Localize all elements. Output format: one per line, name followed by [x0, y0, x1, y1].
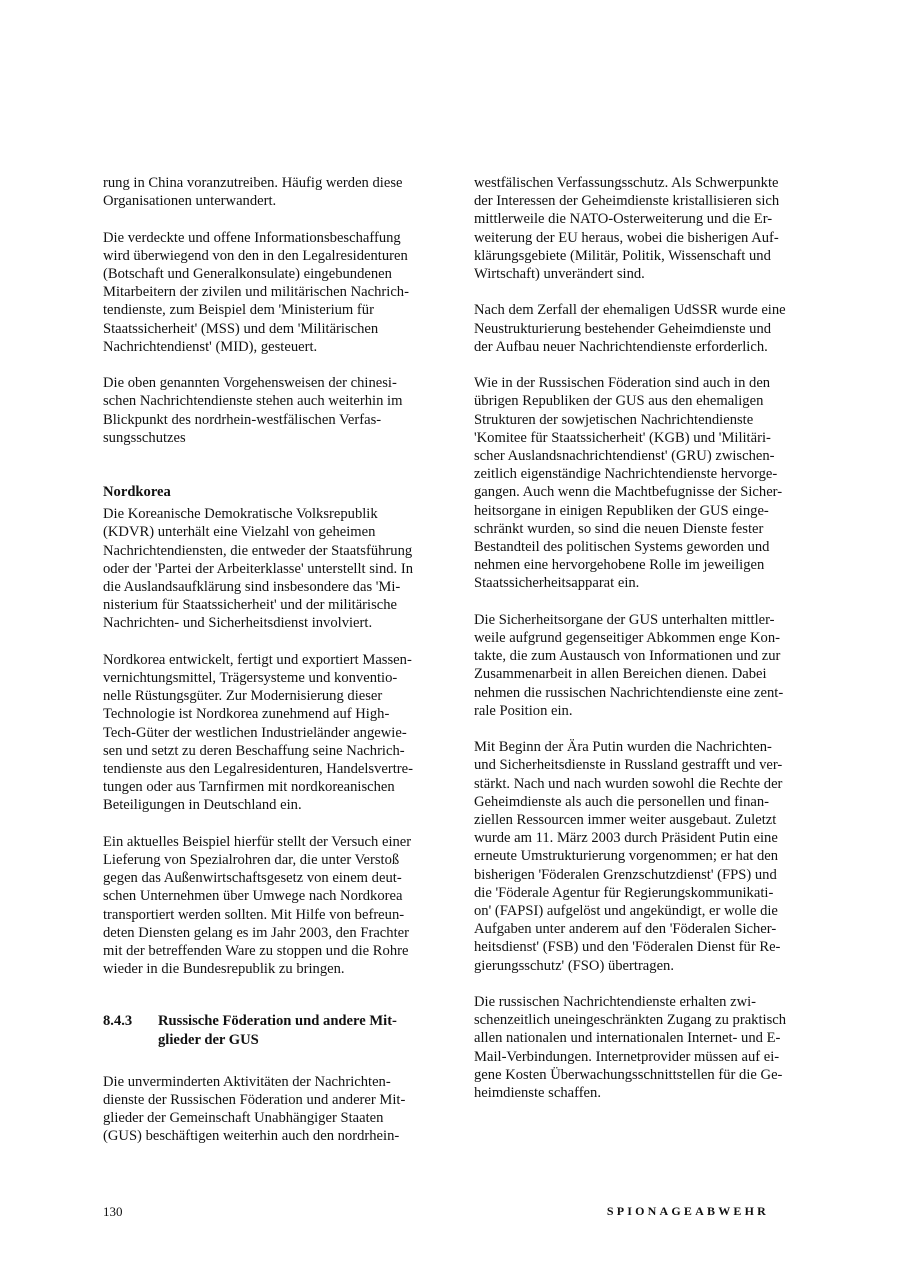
paragraph: [474, 993, 802, 1102]
left-column: [103, 174, 431, 1164]
text-line: nehmen die russischen Nachrichtendienste eine zent-: [474, 684, 784, 701]
text-line: Mitarbeitern der zivilen und militärischen Nachrich-: [103, 284, 409, 301]
text-line: nisterium für Staatssicherheit' und der militärische: [103, 597, 398, 614]
page-number: 130: [103, 1204, 123, 1219]
text-line: gierungsschutz' (FSO) übertragen.: [474, 957, 675, 974]
text-line: (GUS) beschäftigen weiterhin auch den nordrhein-: [103, 1128, 400, 1145]
text-line: bisherigen 'Föderalen Grenzschutzdienst' (FPS) und: [474, 866, 777, 883]
text-line: heitsorgane in einigen Republiken der GUS einge-: [474, 502, 769, 519]
text-line: ziellen Ressourcen immer weiter ausgebaut. Zuletzt: [474, 812, 777, 829]
text-line: Die oben genannten Vorgehensweisen der chinesi-: [103, 375, 397, 392]
text-line: schenzeitlich uneingeschränkten Zugang zu praktisch: [474, 1012, 787, 1029]
text-line: (Botschaft und Generalkonsulate) eingebundenen: [103, 266, 392, 282]
text-line: rung in China voranzutreiben. Häufig werden diese: [103, 175, 403, 191]
text-line: schränkt wurden, so sind die neuen Dienste fester: [474, 520, 764, 537]
text-line: nehmen eine hervorgehobene Rolle im jeweiligen: [474, 557, 765, 574]
text-line: Staatssicherheitsapparat ein.: [474, 575, 640, 592]
text-line: scher Auslandsnachrichtendienst' (GRU) zwischen-: [474, 448, 775, 465]
text-line: transportiert werden sollten. Mit Hilfe von befreun-: [103, 906, 405, 923]
text-line: stärkt. Nach und nach wurden sowohl die Rechte der: [474, 775, 783, 792]
text-line: rale Position ein.: [474, 702, 573, 719]
text-line: übrigen Republiken der GUS aus den ehemaligen: [474, 393, 764, 410]
paragraph: [103, 833, 431, 979]
paragraph: [103, 374, 431, 447]
text-line: Die verdeckte und offene Informationsbeschaffung: [103, 229, 401, 246]
paragraph: [103, 1073, 431, 1146]
text-line: Beteiligungen in Deutschland ein.: [103, 797, 302, 814]
text-line: weiterung der EU heraus, wobei die bisherigen Auf-: [474, 229, 779, 246]
text-line: die 'Föderale Agentur für Regierungskommunikati-: [474, 884, 774, 901]
paragraph: [474, 374, 802, 592]
text-line: wird überwiegend von den in den Legalresidenturen: [103, 247, 408, 264]
text-line: glieder der GUS: [158, 1031, 259, 1048]
text-line: Aufgaben unter anderem auf den 'Föderalen Sicher-: [474, 921, 777, 938]
text-line: Die unverminderten Aktivitäten der Nachrichten-: [103, 1073, 391, 1090]
text-line: gangen. Auch wenn die Machtbefugnisse der Sicher-: [474, 484, 783, 501]
text-line: Die Sicherheitsorgane der GUS unterhalten mittler-: [474, 611, 775, 628]
section-number: 8.4.3: [103, 1013, 133, 1030]
text-line: tendienste, zum Beispiel dem 'Ministerium für: [103, 302, 374, 319]
paragraph: [474, 174, 802, 283]
paragraph: [103, 229, 431, 356]
text-line: erneute Umstrukturierung vorgenommen; er hat den: [474, 848, 779, 865]
text-line: Lieferung von Spezialrohren dar, die unter Verstoß: [103, 852, 400, 869]
text-line: (KDVR) unterhält eine Vielzahl von geheimen: [103, 524, 376, 541]
text-line: Nachrichtendienst' (MID), gesteuert.: [103, 338, 318, 355]
text-line: Nachrichtendiensten, die entweder der Staatsführung: [103, 542, 413, 559]
text-line: Wie in der Russischen Föderation sind auch in den: [474, 375, 771, 392]
text-line: tendienste aus den Legalresidenturen, Handelsvertre-: [103, 761, 413, 778]
text-line: on' (FAPSI) aufgelöst und angekündigt, er wolle die: [474, 903, 778, 920]
text-line: mittlerweile die NATO-Osterweiterung und die Er-: [474, 211, 773, 228]
text-line: Staatssicherheit' (MSS) und dem 'Militärischen: [103, 320, 379, 337]
paragraph: [103, 651, 431, 815]
text-line: dienste der Russischen Föderation und anderer Mit-: [103, 1092, 406, 1109]
text-line: 'Komitee für Staatssicherheit' (KGB) und 'Militäri-: [474, 429, 771, 446]
text-line: sen und setzt zu deren Beschaffung seine Nachrich-: [103, 742, 405, 759]
text-line: gene Kosten Überwachungsschnittstellen für die Ge-: [474, 1066, 783, 1083]
section-title: [158, 1012, 397, 1048]
text-line: zeitlich eigenständige Nachrichtendienste hervorge-: [474, 466, 778, 483]
text-line: und Sicherheitsdienste in Russland gestrafft und ver-: [474, 757, 783, 774]
text-line: mit der betreffenden Ware zu stoppen und die Rohre: [103, 943, 409, 960]
text-line: Tech-Güter der westlichen Industrieländer angewie-: [103, 724, 407, 741]
right-column: [474, 174, 802, 1120]
paragraph: [103, 174, 431, 210]
text-line: glieder der Gemeinschaft Unabhängiger Staaten: [103, 1110, 384, 1127]
text-line: heimdienste schaffen.: [474, 1085, 601, 1102]
paragraph: [474, 301, 802, 356]
text-line: Die Koreanische Demokratische Volksrepublik: [103, 506, 378, 523]
text-line: deten Diensten gelang es im Jahr 2003, den Frachter: [103, 924, 409, 941]
text-line: die Auslandsaufklärung sind insbesondere das 'Mi-: [103, 579, 401, 596]
text-line: oder der 'Partei der Arbeiterklasse' unterstellt sind. In: [103, 560, 414, 577]
text-line: Neustrukturierung bestehender Geheimdienste und: [474, 320, 772, 337]
text-line: wieder in die Bundesrepublik zu bringen.: [103, 961, 345, 978]
text-line: Nordkorea entwickelt, fertigt und exportiert Massen-: [103, 651, 412, 668]
text-line: schen Unternehmen über Umwege nach Nordkorea: [103, 888, 403, 905]
text-line: gegen das Außenwirtschaftsgesetz von einem deut-: [103, 870, 402, 887]
paragraph: [474, 738, 802, 975]
text-line: Nach dem Zerfall der ehemaligen UdSSR wurde eine: [474, 302, 786, 319]
running-title: SPIONAGEABWEHR: [606, 1204, 769, 1218]
text-line: heitsdienst' (FSB) und den 'Föderalen Dienst für Re-: [474, 939, 781, 956]
text-line: Russische Föderation und andere Mit-: [158, 1013, 397, 1030]
text-line: allen nationalen und internationalen Internet- und E-: [474, 1030, 781, 1047]
text-line: takte, die zum Austausch von Informationen und zur: [474, 648, 781, 665]
text-line: Blickpunkt des nordrhein-westfälischen Verfas-: [103, 411, 382, 428]
text-line: klärungsgebiete (Militär, Politik, Wissenschaft und: [474, 247, 771, 264]
text-line: vernichtungsmittel, Trägersysteme und konventio-: [103, 670, 398, 687]
text-line: tungen oder aus Tarnfirmen mit nordkoreanischen: [103, 779, 395, 796]
text-line: Strukturen der sowjetischen Nachrichtendienste: [474, 411, 754, 428]
text-line: Wirtschaft) unverändert sind.: [474, 266, 645, 283]
paragraph: [474, 611, 802, 720]
text-line: Mit Beginn der Ära Putin wurden die Nachrichten-: [474, 739, 772, 756]
text-line: schen Nachrichtendienste stehen auch weiterhin im: [103, 393, 403, 410]
text-line: Geheimdienste als auch die personellen und finan-: [474, 793, 770, 810]
text-line: Nachrichten- und Sicherheitsdienst involviert.: [103, 615, 373, 632]
section-heading: [103, 1012, 431, 1048]
text-line: Ein aktuelles Beispiel hierfür stellt der Versuch einer: [103, 833, 412, 850]
text-line: Zusammenarbeit in allen Bereichen dienen. Dabei: [474, 666, 767, 683]
text-line: westfälischen Verfassungsschutz. Als Schwerpunkte: [474, 175, 779, 191]
subheading-nordkorea: Nordkorea: [103, 484, 171, 501]
text-line: Technologie ist Nordkorea zunehmend auf High-: [103, 706, 390, 723]
text-line: sungsschutzes: [103, 429, 186, 446]
text-line: Die russischen Nachrichtendienste erhalten zwi-: [474, 994, 757, 1011]
text-line: weile aufgrund gegenseitiger Abkommen enge Kon-: [474, 630, 780, 647]
text-line: Organisationen unterwandert.: [103, 193, 277, 210]
text-line: nelle Rüstungsgüter. Zur Modernisierung dieser: [103, 688, 383, 705]
text-line: Mail-Verbindungen. Internetprovider müssen auf ei-: [474, 1048, 780, 1065]
text-line: der Interessen der Geheimdienste kristallisieren sich: [474, 193, 780, 210]
text-line: der Aufbau neuer Nachrichtendienste erforderlich.: [474, 338, 768, 355]
text-line: Bestandteil des politischen Systems geworden und: [474, 539, 770, 556]
paragraph: [103, 505, 431, 632]
text-line: wurde am 11. März 2003 durch Präsident Putin eine: [474, 830, 778, 847]
